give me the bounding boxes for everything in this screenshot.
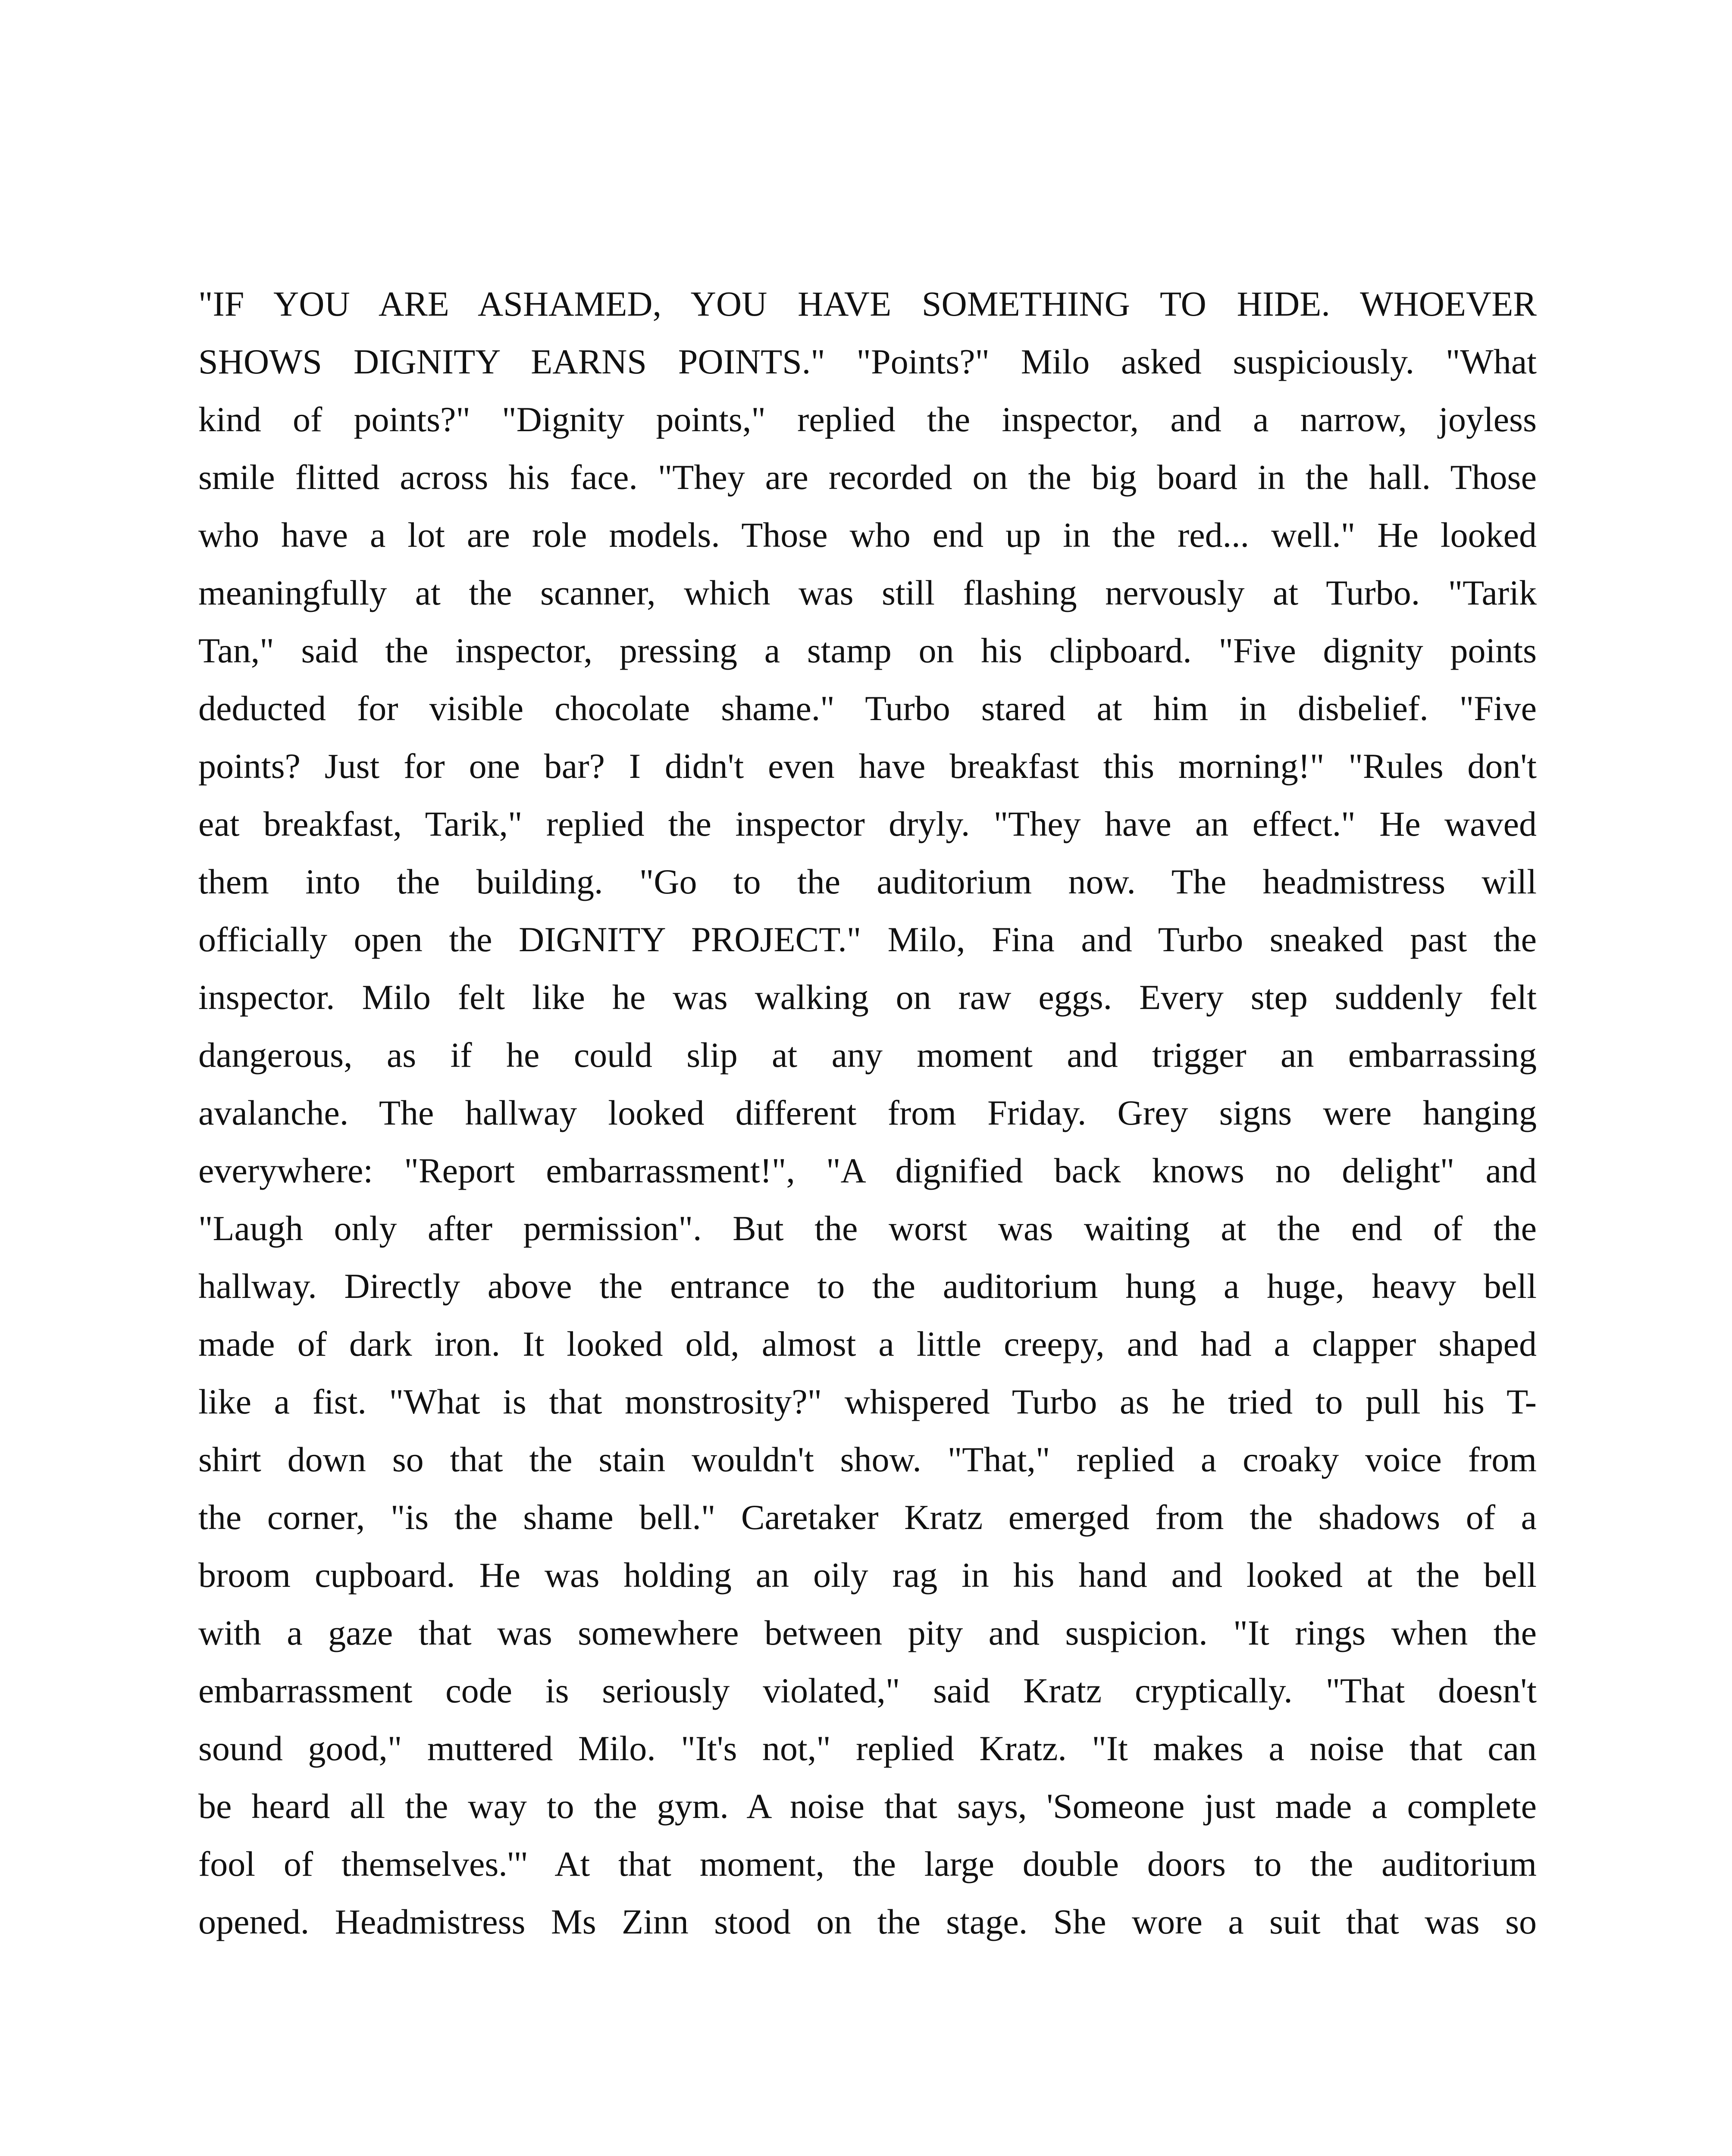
text-line: Tan," said the inspector, pressing a stamp on his clipboard. "Five dignity points [198, 631, 1537, 670]
text-line: inspector. Milo felt like he was walking on raw eggs. Every step suddenly felt [198, 978, 1537, 1017]
text-line: fool of themselves.'" At that moment, the large double doors to the auditorium [198, 1844, 1537, 1883]
text-line: officially open the DIGNITY PROJECT." Milo, Fina and Turbo sneaked past the [198, 920, 1537, 959]
body-text [198, 275, 1537, 1951]
text-line: made of dark iron. It looked old, almost a little creepy, and had a clapper shaped [198, 1324, 1537, 1363]
text-line: embarrassment code is seriously violated," said Kratz cryptically. "That doesn't [198, 1671, 1537, 1710]
text-line: with a gaze that was somewhere between pity and suspicion. "It rings when the [198, 1613, 1537, 1652]
text-line: them into the building. "Go to the auditorium now. The headmistress will [198, 862, 1537, 901]
text-line: everywhere: "Report embarrassment!", "A dignified back knows no delight" and [198, 1151, 1537, 1190]
text-line: sound good," muttered Milo. "It's not," replied Kratz. "It makes a noise that can [198, 1729, 1537, 1768]
text-line: shirt down so that the stain wouldn't show. "That," replied a croaky voice from [198, 1440, 1537, 1479]
text-line: be heard all the way to the gym. A noise that says, 'Someone just made a complete [198, 1786, 1537, 1826]
text-line: the corner, "is the shame bell." Caretaker Kratz emerged from the shadows of a [198, 1498, 1537, 1537]
text-line: like a fist. "What is that monstrosity?" whispered Turbo as he tried to pull his T- [198, 1382, 1537, 1421]
text-line: points? Just for one bar? I didn't even have breakfast this morning!" "Rules don't [198, 746, 1537, 786]
text-line: "IF YOU ARE ASHAMED, YOU HAVE SOMETHING TO HIDE. WHOEVER [198, 284, 1537, 323]
text-line: SHOWS DIGNITY EARNS POINTS." "Points?" Milo asked suspiciously. "What [198, 342, 1537, 381]
text-line: hallway. Directly above the entrance to the auditorium hung a huge, heavy bell [198, 1266, 1537, 1306]
text-line: meaningfully at the scanner, which was still flashing nervously at Turbo. "Tarik [198, 573, 1537, 612]
text-line: dangerous, as if he could slip at any moment and trigger an embarrassing [198, 1035, 1537, 1075]
text-line: deducted for visible chocolate shame." Turbo stared at him in disbelief. "Five [198, 689, 1537, 728]
text-line: "Laugh only after permission". But the worst was waiting at the end of the [198, 1209, 1537, 1248]
text-line: opened. Headmistress Ms Zinn stood on the stage. She wore a suit that was so [198, 1902, 1537, 1941]
text-line: who have a lot are role models. Those who end up in the red... well." He looked [198, 515, 1537, 555]
text-line: eat breakfast, Tarik," replied the inspector dryly. "They have an effect." He waved [198, 804, 1537, 843]
text-line: kind of points?" "Dignity points," replied the inspector, and a narrow, joyless [198, 400, 1537, 439]
text-line: smile flitted across his face. "They are recorded on the big board in the hall. Those [198, 458, 1537, 497]
text-line: avalanche. The hallway looked different from Friday. Grey signs were hanging [198, 1093, 1537, 1132]
text-line: broom cupboard. He was holding an oily rag in his hand and looked at the bell [198, 1555, 1537, 1595]
